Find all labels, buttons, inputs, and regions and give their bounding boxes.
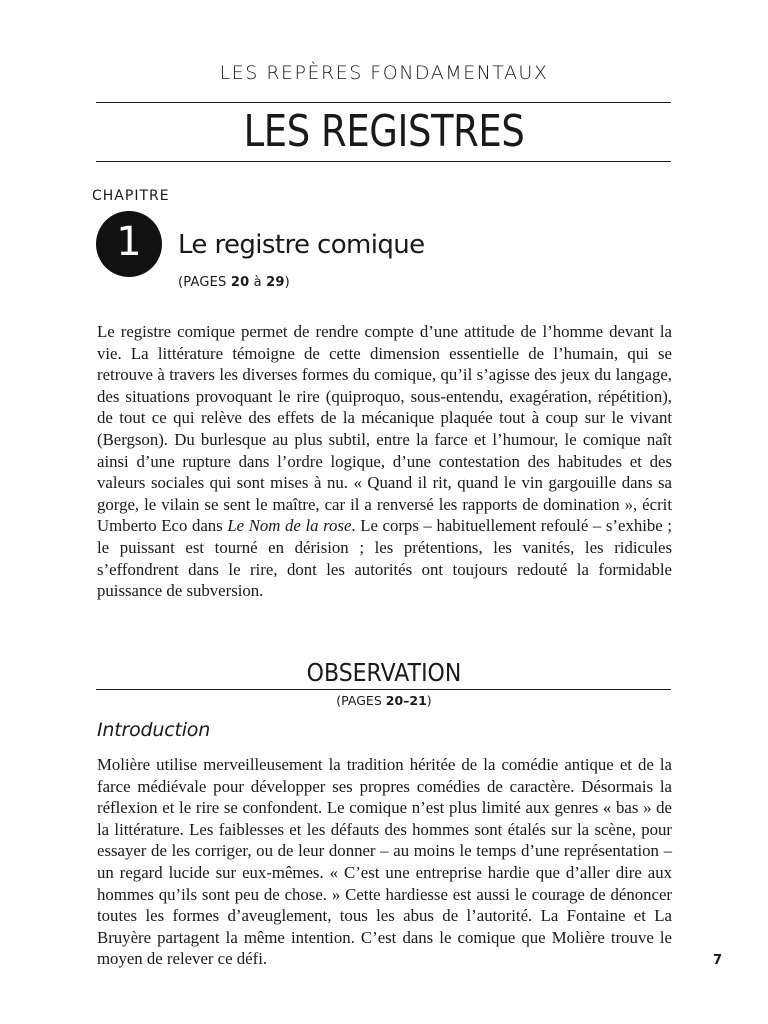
section-label: LES REPÈRES FONDAMENTAUX xyxy=(219,62,549,84)
chapter-title: Le registre comique xyxy=(178,230,425,260)
intro-paragraph-part2: . Le corps – habituellement refoulé – s’exhibe ; le puissant est tourné en dérision ; les prétentions, les vanités, les ridicules s’effondrent dans le rire, dont les autorités ont toujours redouté la formidable puissance de subversion. xyxy=(97,516,673,601)
chapter-pages-suffix: ) xyxy=(284,275,290,290)
intro-paragraph-part1: Le registre comique permet de rendre compte d’une attitude de l’homme devant la vie. La littérature témoigne de cette dimension essentielle de l’humain, qui se retrouve à travers les diverses formes du comique, qu’il s’agisse des jeux du langage, des situations provoquant le rire (quiproquo, sous-entendu, exagération, répétition), de tout ce qui relève des effets de la mécanique plaquée tout à coup sur le vivant (Bergson). Du burlesque au plus subtil, entre la farce et l’humour, le comique naît ainsi d’une rupture dans l’ordre logique, d’une contestation des habitudes et des valeurs sociales qui sont mises à nu. « Quand il rit, quand le vin gargouille dans sa gorge, le vilain se sent le maître, car il a renversé les rapports de domination », écrit Umberto Eco dans xyxy=(97,322,672,536)
observation-pages-suffix: ) xyxy=(426,693,432,708)
chapter-pages-prefix: (PAGES xyxy=(178,275,231,290)
intro-paragraph xyxy=(97,321,672,602)
observation-rule xyxy=(96,689,671,690)
book-title: Le Nom de la rose xyxy=(227,516,352,536)
chapter-pages-to: 29 xyxy=(266,275,285,290)
observation-pages-range: 20–21 xyxy=(385,693,427,708)
chapter-pages xyxy=(178,275,290,290)
page-number: 7 xyxy=(713,953,723,968)
chapter-pages-connector: à xyxy=(249,275,267,290)
observation-paragraph: Molière utilise merveilleusement la tradition héritée de la comédie antique et de la farce médiévale pour développer ses propres comédies de caractère. Désormais la réflexion et le rire se confondent. Le comique n’est plus limité aux genres « bas » de la littérature. Les faiblesses et les défauts des hommes sont étalés sur la scène, pour essayer de les corriger, ou de leur donner – au moins le temps d’une représentation – un regard lucide sur eux-mêmes. « C’est une entreprise hardie que d’aller dire aux hommes qu’ils sont peu de chose. » Cette hardiesse est aussi le courage de dénoncer toutes les formes d’aveuglement, tous les abus de l’autorité. La Fontaine et La Bruyère partagent la même intention. C’est dans le comique que Molière trouve le moyen de relever ce défi. xyxy=(97,755,672,969)
observation-pages xyxy=(0,693,768,708)
chapter-pages-from: 20 xyxy=(230,275,250,290)
header-rule-top xyxy=(96,102,671,103)
observation-pages-prefix: (PAGES xyxy=(336,693,386,708)
chapter-label: CHAPITRE xyxy=(92,188,170,204)
observation-title: OBSERVATION xyxy=(306,658,462,687)
observation-subheading: Introduction xyxy=(97,719,211,741)
page-title: LES REGISTRES xyxy=(243,106,525,157)
chapter-number-badge: 1 xyxy=(96,211,162,277)
header-rule-bottom xyxy=(96,161,671,162)
